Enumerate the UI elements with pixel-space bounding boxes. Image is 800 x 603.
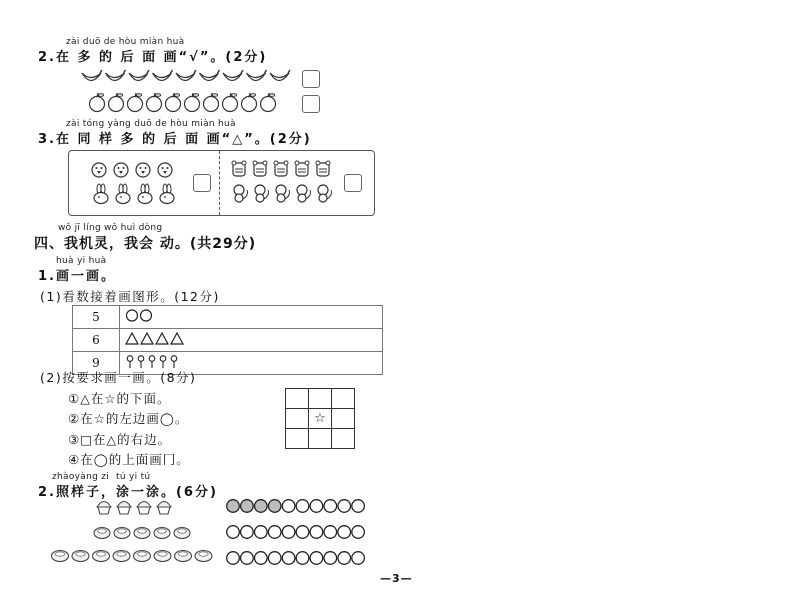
empty-circle: [241, 526, 254, 539]
empty-circle: [227, 526, 240, 539]
p1-title: 1.画一画。: [38, 269, 116, 284]
empty-circle: [352, 500, 365, 513]
section4-title: 四、我机灵，我会 动。(共29分): [34, 236, 257, 252]
q3-pinyin: zài tóng yàng duō de hòu miàn huà: [66, 119, 236, 129]
empty-circle: [338, 526, 351, 539]
empty-circle: [296, 526, 309, 539]
empty-circle: [338, 552, 351, 565]
instruction-2: ②在☆的左边画◯。: [68, 411, 189, 426]
row-number: 9: [73, 352, 120, 375]
empty-circle: [352, 552, 365, 565]
row-number: 5: [73, 306, 120, 329]
section4-pinyin-b: wǒ huì dòng: [104, 223, 163, 233]
instruction-3: ③□在△的右边。: [68, 432, 172, 447]
empty-circle: [254, 552, 267, 565]
empty-circle: [310, 526, 323, 539]
empty-circle: [268, 552, 281, 565]
shaded-circle: [227, 500, 240, 513]
empty-circle: [310, 500, 323, 513]
empty-circle: [352, 526, 365, 539]
empty-circle: [338, 500, 351, 513]
shaded-circle: [254, 500, 267, 513]
empty-circle: [296, 552, 309, 565]
empty-circle: [241, 552, 254, 565]
section4-pinyin-a: wǒ jī líng: [58, 223, 102, 233]
empty-circle: [254, 526, 267, 539]
empty-circle: [282, 526, 295, 539]
shaded-circle: [241, 500, 254, 513]
q3-title: 3.在 同 样 多 的 后 面 画“△”。(2分): [38, 132, 312, 147]
instruction-4: ④在◯的上面画冂。: [68, 452, 190, 467]
empty-circle: [296, 500, 309, 513]
row-number: 6: [73, 329, 120, 352]
q2-pinyin: zài duō de hòu miàn huà: [66, 37, 185, 47]
empty-circle: [227, 552, 240, 565]
p1-part1-title: (1)看数接着画图形。(12分): [40, 289, 220, 304]
star-icon: ☆: [314, 411, 326, 426]
p2-title: 2.照样子，涂一涂。(6分): [38, 485, 218, 500]
empty-circle: [324, 552, 337, 565]
p2-pinyin-b: tú yi tú: [116, 472, 151, 482]
empty-circle: [324, 526, 337, 539]
empty-circle: [282, 552, 295, 565]
empty-circle: [268, 526, 281, 539]
shaded-circle: [268, 500, 281, 513]
p2-pinyin-a: zhàoyàng zi: [52, 472, 110, 482]
p1-part2-title: (2)按要求画一画。(8分): [40, 370, 197, 385]
p1-pinyin: huà yi huà: [56, 256, 107, 266]
empty-circle: [310, 552, 323, 565]
instruction-1: ①△在☆的下面。: [68, 391, 171, 406]
empty-circle: [324, 500, 337, 513]
empty-circle: [282, 500, 295, 513]
q2-title: 2.在 多 的 后 面 画“√”。(2分): [38, 50, 268, 65]
page-number: —3—: [380, 572, 413, 585]
